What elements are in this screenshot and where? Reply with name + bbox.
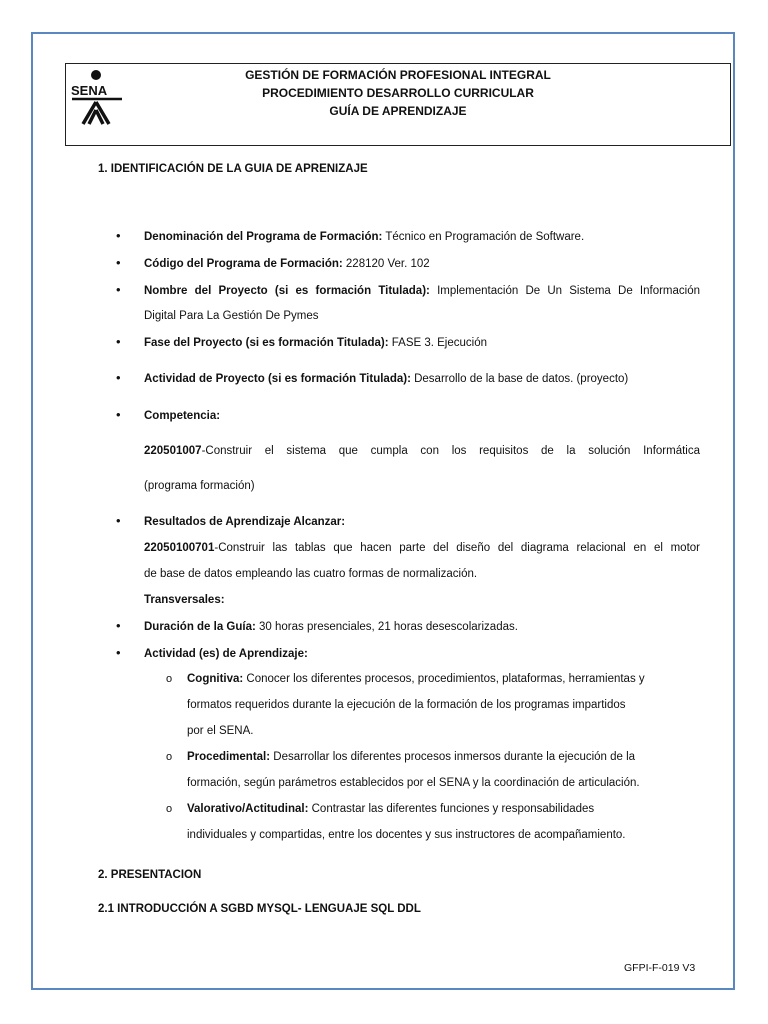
item-label: Denominación del Programa de Formación: bbox=[144, 231, 383, 243]
bullet: • bbox=[116, 370, 121, 385]
bullet: • bbox=[116, 228, 121, 243]
subitem-procedimental-line2: formación, según parámetros establecidos por el SENA y la coordinación de articulación. bbox=[187, 777, 640, 789]
sub-bullet: o bbox=[166, 751, 173, 763]
item-value: Implementación De Un Sistema De Información bbox=[429, 285, 700, 297]
item-resultados-text bbox=[144, 542, 700, 554]
item-transversales: Transversales: bbox=[144, 594, 225, 606]
item-label: Fase del Proyecto (si es formación Titulada): bbox=[144, 337, 389, 349]
subitem-text: Contrastar las diferentes funciones y responsabilidades bbox=[308, 803, 595, 815]
subitem-cognitiva-line3: por el SENA. bbox=[187, 725, 254, 737]
subitem-valorativo bbox=[187, 803, 697, 815]
item-actividades-label: Actividad (es) de Aprendizaje: bbox=[144, 648, 308, 660]
bullet: • bbox=[116, 513, 121, 528]
subitem-cognitiva-line2: formatos requeridos durante la ejecución de la formación de los programas impartidos bbox=[187, 699, 626, 711]
item-value: 228120 Ver. 102 bbox=[342, 258, 430, 270]
item-duracion bbox=[144, 621, 700, 633]
subitem-label: Procedimental: bbox=[187, 751, 271, 763]
resultados-text: -Construir las tablas que hacen parte del diseño del diagrama relacional en el motor bbox=[214, 542, 700, 554]
item-resultados-text-line2: de base de datos empleando las cuatro formas de normalización. bbox=[144, 568, 478, 580]
section-2-title: 2. PRESENTACION bbox=[98, 869, 202, 881]
bullet: • bbox=[116, 282, 121, 297]
item-value: FASE 3. Ejecución bbox=[388, 337, 488, 349]
section-1-title: 1. IDENTIFICACIÓN DE LA GUIA DE APRENIZAJE bbox=[98, 163, 368, 175]
bullet: • bbox=[116, 645, 121, 660]
item-proyecto bbox=[144, 285, 700, 297]
header-line-2: PROCEDIMIENTO DESARROLLO CURRICULAR bbox=[262, 86, 534, 100]
item-value: Desarrollo de la base de datos. (proyecto) bbox=[410, 373, 629, 385]
item-proyecto-line2: Digital Para La Gestión De Pymes bbox=[144, 310, 319, 322]
item-competencia-text bbox=[144, 445, 700, 457]
bullet: • bbox=[116, 255, 121, 270]
resultados-code: 22050100701 bbox=[144, 542, 215, 554]
competencia-code: 220501007 bbox=[144, 445, 202, 457]
header-line-1: GESTIÓN DE FORMACIÓN PROFESIONAL INTEGRAL bbox=[245, 68, 551, 82]
competencia-text: -Construir el sistema que cumpla con los requisitos de la solución Informática bbox=[201, 445, 700, 457]
sub-bullet: o bbox=[166, 673, 173, 685]
item-label: Nombre del Proyecto (si es formación Titulada): bbox=[144, 285, 430, 297]
document-header bbox=[65, 63, 731, 146]
item-denominacion bbox=[144, 231, 700, 243]
item-value: 30 horas presenciales, 21 horas desescolarizadas. bbox=[255, 621, 518, 633]
bullet: • bbox=[116, 407, 121, 422]
subitem-label: Cognitiva: bbox=[187, 673, 244, 685]
header-line-3: GUÍA DE APRENDIZAJE bbox=[329, 104, 467, 118]
item-codigo bbox=[144, 258, 700, 270]
subitem-valorativo-line2: individuales y compartidas, entre los docentes y sus instructores de acompañamiento. bbox=[187, 829, 626, 841]
item-label: Duración de la Guía: bbox=[144, 621, 256, 633]
item-fase bbox=[144, 337, 700, 349]
item-competencia-label: Competencia: bbox=[144, 410, 221, 422]
subitem-procedimental bbox=[187, 751, 697, 763]
item-label: Actividad de Proyecto (si es formación Titulada): bbox=[144, 373, 411, 385]
item-label: Código del Programa de Formación: bbox=[144, 258, 343, 270]
subitem-text: Desarrollar los diferentes procesos inmersos durante la ejecución de la bbox=[270, 751, 636, 763]
subitem-cognitiva bbox=[187, 673, 697, 685]
page-border bbox=[31, 32, 735, 990]
sena-logo-text: SENA bbox=[71, 83, 108, 98]
subitem-label: Valorativo/Actitudinal: bbox=[187, 803, 309, 815]
item-value: Técnico en Programación de Software. bbox=[382, 231, 585, 243]
item-competencia-text-line2: (programa formación) bbox=[144, 480, 255, 492]
item-actividad bbox=[144, 373, 700, 385]
sub-bullet: o bbox=[166, 803, 173, 815]
bullet: • bbox=[116, 334, 121, 349]
document-code: GFPI-F-019 V3 bbox=[624, 962, 696, 974]
bullet: • bbox=[116, 618, 121, 633]
item-resultados-label: Resultados de Aprendizaje Alcanzar: bbox=[144, 516, 346, 528]
section-2-1-title: 2.1 INTRODUCCIÓN A SGBD MYSQL- LENGUAJE SQL DDL bbox=[98, 903, 421, 915]
subitem-text: Conocer los diferentes procesos, procedimientos, plataformas, herramientas y bbox=[243, 673, 645, 685]
